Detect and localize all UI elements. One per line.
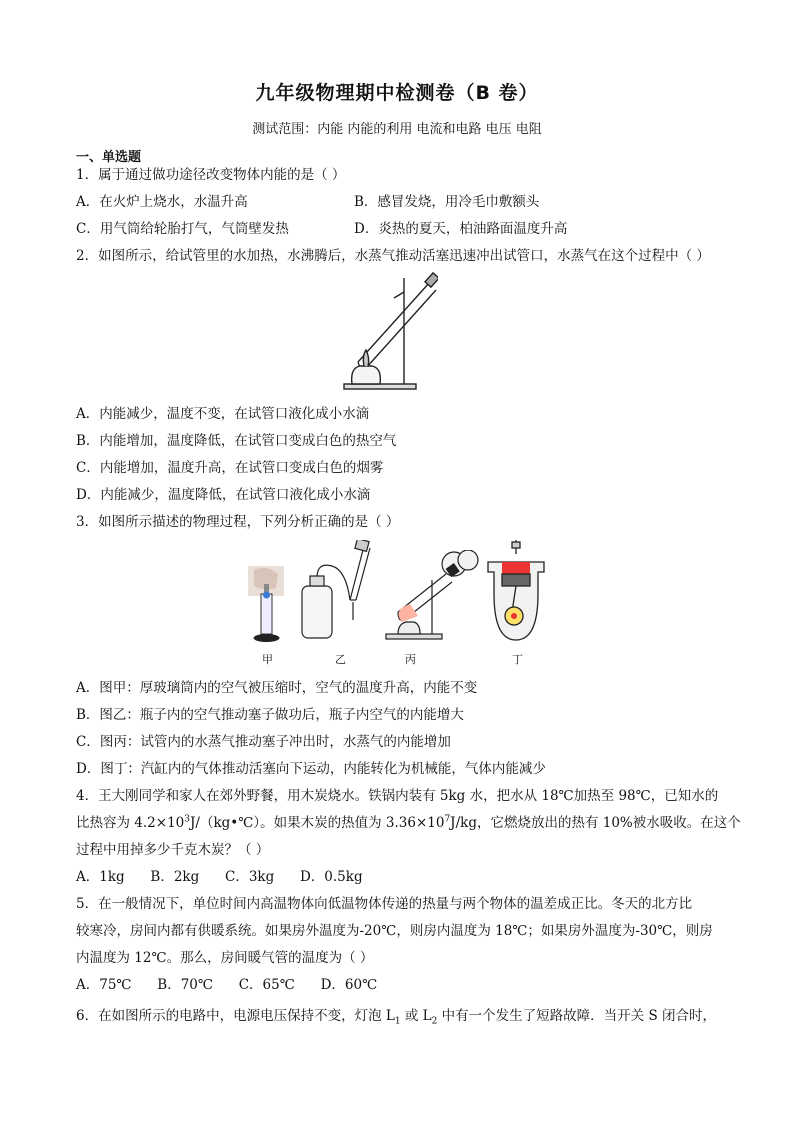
- q4-line2-part3: J/kg，它燃烧放出的热有 10%被水吸收。在这个: [450, 815, 741, 831]
- caption-jia: 甲: [262, 653, 273, 666]
- q5-line1: 5．在一般情况下，单位时间内高温物体向低温物体传递的热量与两个物体的温差成正比。冬天的北方比: [76, 896, 693, 912]
- q4-line3: 过程中用掉多少千克木炭？（ ）: [76, 842, 270, 858]
- q3-option-b: B．图乙：瓶子内的空气推动塞子做功后，瓶子内空气的内能增大: [76, 707, 464, 723]
- q4-line2: [76, 811, 741, 831]
- q6-line1: [76, 1004, 716, 1027]
- q1-option-b: B．感冒发烧，用冷毛巾敷额头: [354, 194, 540, 210]
- caption-ding: 丁: [512, 653, 523, 666]
- q2-option-d: D．内能减少，温度降低，在试管口液化成小水滴: [76, 487, 371, 503]
- q2-option-b: B．内能增加，温度降低，在试管口变成白色的热空气: [76, 433, 397, 449]
- q6-part1: 6．在如图所示的电路中，电源电压保持不变，灯泡 L: [76, 1008, 395, 1024]
- figure-bing-steam-tube: [384, 550, 484, 642]
- q4-line1: 4．王大刚同学和家人在郊外野餐，用木炭烧水。铁锅内装有 5kg 水，把水从 18℃加热至 98℃，已知水的: [76, 788, 719, 804]
- q1-stem: 1．属于通过做功途径改变物体内能的是（ ）: [76, 167, 346, 183]
- q3-option-d: D．图丁：汽缸内的气体推动活塞向下运动，内能转化为机械能，气体内能减少: [76, 761, 546, 777]
- figure-jia-compression-tube: [248, 566, 284, 644]
- caption-bing: 丙: [405, 653, 416, 666]
- q2-stem: 2．如图所示，给试管里的水加热，水沸腾后，水蒸气推动活塞迅速冲出试管口，水蒸气在这个过程中（ ）: [76, 248, 710, 264]
- q1-option-d: D．炎热的夏天，柏油路面温度升高: [354, 221, 568, 237]
- q6-part3: 中有一个发生了短路故障．当开关 S 闭合时，: [437, 1008, 717, 1024]
- q5-line2: 较寒冷，房间内都有供暖系统。如果房外温度为-20℃，则房内温度为 18℃；如果房外温度为-30℃，则房: [76, 923, 713, 939]
- q6-part2: 或 L: [400, 1008, 432, 1024]
- caption-yi: 乙: [335, 653, 346, 666]
- q3-option-c: C．图丙：试管内的水蒸气推动塞子冲出时，水蒸气的内能增加: [76, 734, 451, 750]
- test-tube-apparatus-figure: [338, 268, 438, 394]
- q1-option-a: A．在火炉上烧水，水温升高: [76, 194, 248, 210]
- q3-option-a: A．图甲：厚玻璃筒内的空气被压缩时，空气的温度升高，内能不变: [76, 680, 478, 696]
- q4-line2-part1: 比热容为 4.2×10: [76, 815, 185, 831]
- q5-options: A．75℃ B．70℃ C．65℃ D．60℃: [76, 977, 378, 993]
- test-scope: 测试范围：内能 内能的利用 电流和电路 电压 电阻: [252, 122, 542, 137]
- q4-options: A．1kg B．2kg C．3kg D．0.5kg: [76, 869, 363, 885]
- q6-sub-1: 1: [394, 1016, 401, 1027]
- q1-option-c: C．用气筒给轮胎打气，气筒壁发热: [76, 221, 289, 237]
- q4-sup-exponent-7: 7: [444, 814, 451, 825]
- section-heading: 一、单选题: [76, 150, 142, 165]
- q6-sub-2: 2: [431, 1016, 438, 1027]
- q5-line3: 内温度为 12℃。那么，房间暖气管的温度为（ ）: [76, 950, 374, 966]
- figure-yi-pump-bottle: [298, 540, 378, 644]
- q2-option-a: A．内能减少，温度不变，在试管口液化成小水滴: [76, 406, 370, 422]
- q2-option-c: C．内能增加，温度升高，在试管口变成白色的烟雾: [76, 460, 384, 476]
- q4-line2-part2: J/（kg•℃）。如果木炭的热值为 3.36×10: [190, 815, 445, 831]
- figure-ding-engine-cylinder: [484, 540, 548, 644]
- q4-sup-exponent-3: 3: [184, 814, 190, 825]
- q3-stem: 3．如图所示描述的物理过程，下列分析正确的是（ ）: [76, 514, 400, 530]
- page-title: 九年级物理期中检测卷（B 卷）: [255, 82, 539, 104]
